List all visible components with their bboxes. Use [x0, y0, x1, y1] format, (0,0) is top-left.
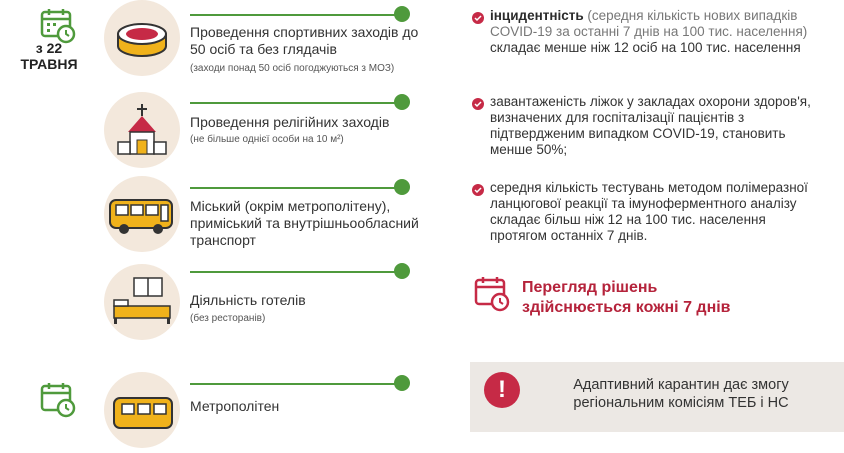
metro-train-icon: [104, 372, 180, 448]
item-title-metro: Метрополітен: [190, 398, 280, 414]
criterion-incidence-lead: інцидентність: [490, 8, 584, 23]
calendar-clock-icon: [40, 382, 78, 423]
item-divider: [190, 14, 402, 16]
item-divider: [190, 383, 402, 385]
criterion-incidence-detail: (середня кількість нових випадків COVID-19 за останні 7 днів на 100 тис. населення): [490, 8, 808, 39]
bus-icon: [104, 176, 180, 252]
check-icon: [394, 263, 410, 279]
checkmark-icon: [472, 12, 484, 24]
item-note-religious: (не більше однієї особи на 10 м²): [190, 134, 344, 145]
criterion-testing: середня кількість тестувань методом полімеразної ланцюгової реакції та імуноферментного аналізу складає більш ніж 12 на 100 тис. населення протягом останніх 7 днів.: [490, 180, 808, 243]
item-divider: [190, 187, 402, 189]
date-month: ТРАВНЯ: [20, 56, 78, 72]
criterion-incidence-rest: складає менше ніж 12 осіб на 100 тис. населення: [490, 40, 801, 55]
warning-icon: !: [484, 372, 520, 408]
date-day: з 22: [35, 40, 63, 56]
item-note-sports: (заходи понад 50 осіб погоджуються з МОЗ): [190, 63, 395, 74]
check-icon: [394, 179, 410, 195]
item-title-transport: Міський (окрім метрополітену), приміський та внутрішньообласний транспорт: [190, 198, 419, 248]
review-line-2: здійснюється кожні 7 днів: [522, 299, 731, 316]
criterion-incidence: [490, 8, 820, 56]
review-note: [522, 278, 731, 318]
start-date: [14, 40, 84, 72]
church-icon: [104, 92, 180, 168]
item-divider: [190, 271, 402, 273]
review-line-1: Перегляд рішень: [522, 279, 658, 296]
check-icon: [394, 6, 410, 22]
item-title-religious: Проведення релігійних заходів: [190, 114, 390, 130]
item-note-hotels: (без ресторанів): [190, 313, 266, 324]
check-icon: [394, 94, 410, 110]
item-title-sports: Проведення спортивних заходів до 50 осіб та без глядачів: [190, 24, 419, 57]
notice-text: Адаптивний карантин дає змогу регіональним комісіям ТЕБ і НС: [573, 377, 789, 411]
check-icon: [394, 375, 410, 391]
checkmark-icon: [472, 98, 484, 110]
item-title-hotels: Діяльність готелів: [190, 292, 306, 308]
item-divider: [190, 102, 402, 104]
checkmark-icon: [472, 184, 484, 196]
stadium-icon: [104, 0, 180, 76]
hotel-bed-icon: [104, 264, 180, 340]
criterion-beds: завантаженість ліжок у закладах охорони здоров'я, визначених для госпіталізації пацієнтів з підтвердженим випадком COVID-19, становить менше 50%;: [490, 94, 811, 157]
review-calendar-icon: [474, 276, 512, 317]
